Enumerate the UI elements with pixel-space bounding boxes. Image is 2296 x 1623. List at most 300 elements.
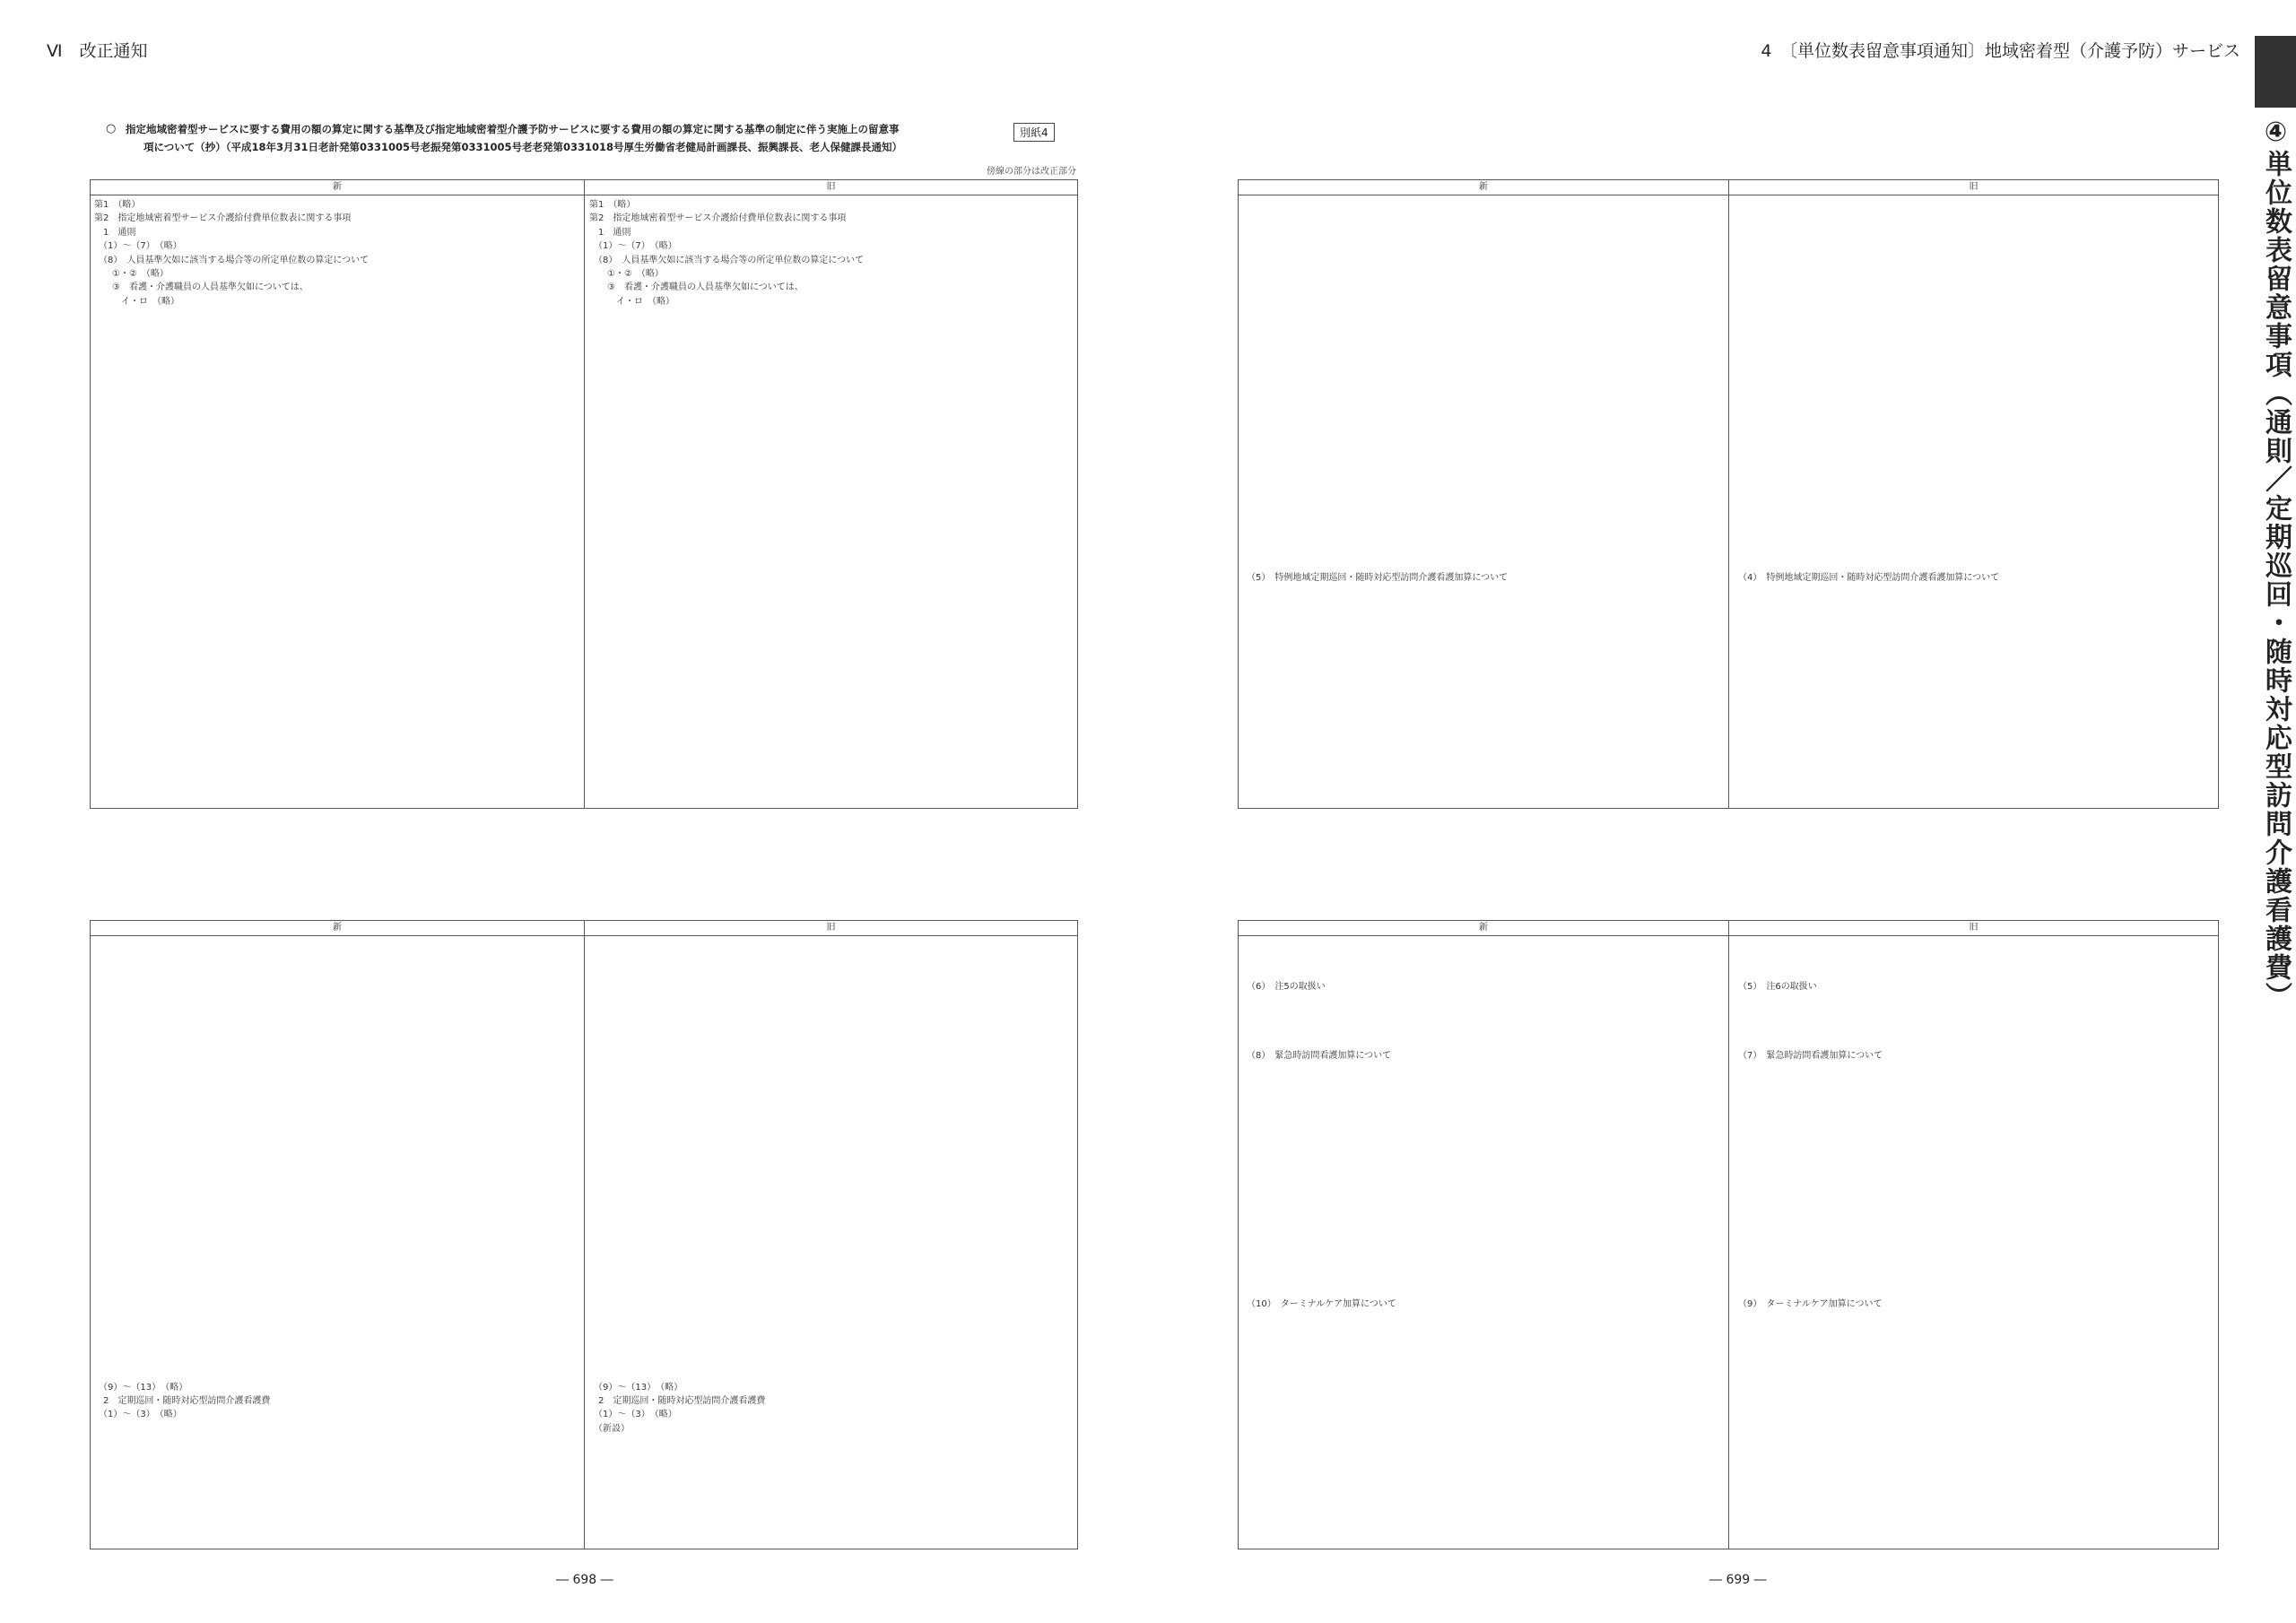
text-line [1242, 1090, 1725, 1104]
text-line [94, 980, 580, 994]
text-line [1242, 1105, 1725, 1118]
text-line [1734, 1463, 2214, 1477]
text-line [589, 1159, 1074, 1173]
text-line: （6） 注5の取扱い [1242, 982, 1326, 993]
text-line [589, 1008, 1074, 1021]
text-line: ①・② （略） [589, 268, 664, 279]
text-line [94, 405, 580, 419]
column-new-text [1242, 939, 1725, 1545]
text-line [589, 1353, 1074, 1367]
text-line [1734, 1159, 2214, 1173]
text-line [1734, 1449, 2214, 1462]
text-line [1734, 447, 2214, 460]
text-line [589, 654, 1074, 667]
text-line [589, 1284, 1074, 1298]
text-line [1734, 640, 2214, 654]
column-divider [584, 180, 585, 808]
text-line [94, 488, 580, 501]
text-line [1242, 1422, 1725, 1436]
text-line [1242, 1228, 1725, 1242]
text-line: （8） 人員基準欠如に該当する場合等の所定単位数の算定について [94, 255, 370, 265]
text-line [1734, 1436, 2214, 1449]
text-line [1242, 967, 1725, 980]
text-line [1242, 1394, 1725, 1408]
text-line [94, 364, 580, 378]
column-header-new: 新 [1239, 180, 1728, 195]
text-line [1734, 1021, 2214, 1035]
text-line [589, 378, 1074, 391]
text-line [94, 1008, 580, 1021]
text-line [1734, 502, 2214, 516]
text-line [589, 1146, 1074, 1159]
text-line [589, 1325, 1074, 1339]
text-line [1734, 967, 2214, 980]
text-line [1242, 350, 1725, 363]
text-line [94, 1201, 580, 1214]
text-line [1734, 598, 2214, 612]
text-line [589, 557, 1074, 570]
text-line: イ・ロ （略） [94, 296, 179, 307]
text-line [94, 1367, 580, 1380]
text-line: （7） 緊急時訪問看護加算について [1734, 1051, 1883, 1062]
text-line [589, 1449, 1074, 1462]
text-line [589, 1436, 1074, 1449]
text-line [94, 1353, 580, 1367]
text-line [1734, 239, 2214, 253]
text-line [94, 994, 580, 1008]
column-header-old: 旧 [1729, 921, 2218, 936]
text-line [589, 1105, 1074, 1118]
column-new-text [94, 198, 580, 804]
text-line [1242, 1187, 1725, 1201]
text-line [1734, 1367, 2214, 1380]
text-line [94, 1187, 580, 1201]
text-line [1734, 543, 2214, 557]
text-line [1242, 994, 1725, 1008]
text-line [1242, 433, 1725, 447]
text-line [1734, 1312, 2214, 1325]
text-line [1734, 1077, 2214, 1090]
text-line [1734, 198, 2214, 212]
text-line [1242, 1463, 1725, 1477]
text-line [1242, 516, 1725, 529]
text-line [589, 350, 1074, 363]
text-line [589, 1077, 1074, 1090]
text-line [1242, 1284, 1725, 1298]
text-line [589, 585, 1074, 598]
text-line [94, 1312, 580, 1325]
text-line [1242, 654, 1725, 667]
text-line [1242, 267, 1725, 281]
text-line [1242, 1381, 1725, 1394]
text-line [589, 1132, 1074, 1145]
text-line [1734, 1381, 2214, 1394]
text-line [589, 967, 1074, 980]
text-line [1242, 1256, 1725, 1270]
text-line [589, 419, 1074, 432]
running-header-left: Ⅵ 改正通知 [47, 41, 148, 61]
text-line [589, 543, 1074, 557]
text-line [589, 1312, 1074, 1325]
text-line: （9） ターミナルケア加算について [1734, 1299, 1883, 1310]
text-line: 第2 指定地域密着型サービス介護給付費単位数表に関する事項 [589, 213, 847, 224]
comparison-table [90, 179, 1078, 809]
text-line: （1）～（3） （略） [94, 1410, 182, 1420]
text-line [1734, 612, 2214, 626]
column-old-text [589, 939, 1074, 1545]
text-line [589, 1463, 1074, 1477]
text-line [1242, 254, 1725, 267]
text-line [1242, 1021, 1725, 1035]
text-line [1242, 391, 1725, 404]
text-line [1242, 1270, 1725, 1283]
column-new-text [94, 939, 580, 1545]
text-line [1242, 364, 1725, 378]
text-line [94, 336, 580, 350]
text-line: 第2 指定地域密着型サービス介護給付費単位数表に関する事項 [94, 213, 352, 224]
text-line [589, 994, 1074, 1008]
text-line [1734, 1339, 2214, 1352]
text-line [589, 1174, 1074, 1187]
text-line [589, 1270, 1074, 1283]
column-divider [1728, 180, 1729, 808]
text-line [1734, 267, 2214, 281]
text-line [94, 1325, 580, 1339]
text-line [589, 1049, 1074, 1063]
text-line [94, 1118, 580, 1132]
text-line [94, 585, 580, 598]
text-line [589, 433, 1074, 447]
column-old-text [1734, 939, 2214, 1545]
text-line [589, 1243, 1074, 1256]
text-line [589, 447, 1074, 460]
text-line [94, 433, 580, 447]
text-line: （9）～（13） （略） [589, 1382, 683, 1393]
text-line [1242, 502, 1725, 516]
text-line [1734, 308, 2214, 322]
text-line [94, 1132, 580, 1145]
text-line [94, 1228, 580, 1242]
text-line [589, 1298, 1074, 1311]
text-line [589, 488, 1074, 501]
text-line [1242, 1243, 1725, 1256]
text-line: ③ 看護・介護職員の人員基準欠如については、 [94, 282, 309, 293]
text-line [589, 626, 1074, 639]
text-line [1734, 529, 2214, 542]
text-line: イ・ロ （略） [589, 296, 674, 307]
text-line [589, 391, 1074, 404]
comparison-table [1238, 920, 2219, 1549]
text-line [1734, 378, 2214, 391]
text-line [1734, 994, 2214, 1008]
text-line [1734, 336, 2214, 350]
column-header-new: 新 [91, 921, 584, 936]
text-line [589, 502, 1074, 516]
text-line [589, 323, 1074, 336]
revision-note: 傍線の部分は改正部分 [987, 167, 1076, 177]
text-line [1242, 1077, 1725, 1090]
text-line: （1）～（7） （略） [94, 241, 182, 252]
text-line [1734, 1422, 2214, 1436]
text-line [1242, 336, 1725, 350]
text-line [1242, 474, 1725, 488]
text-line [1734, 474, 2214, 488]
column-divider [584, 921, 585, 1549]
text-line [1242, 1036, 1725, 1049]
comparison-table [90, 920, 1078, 1549]
text-line [1242, 1325, 1725, 1339]
text-line [1242, 323, 1725, 336]
text-line: （1）～（7） （略） [589, 241, 677, 252]
text-line [1734, 364, 2214, 378]
text-line [1242, 1159, 1725, 1173]
text-line [589, 1090, 1074, 1104]
title-line: 項について（抄）（平成18年3月31日老計発第0331005号老振発第0331005号老老発第0331018号厚生労働省老健局計画課長、振興課長、老人保健課長通知） [144, 141, 903, 153]
text-line [94, 640, 580, 654]
text-line [94, 350, 580, 363]
text-line [94, 967, 580, 980]
text-line [1242, 1063, 1725, 1077]
text-line [589, 308, 1074, 322]
text-line [1242, 1367, 1725, 1380]
text-line [1734, 212, 2214, 225]
text-line [94, 543, 580, 557]
text-line [1242, 447, 1725, 460]
text-line [1242, 543, 1725, 557]
text-line [94, 1436, 580, 1449]
text-line [1734, 1353, 2214, 1367]
text-line [589, 1187, 1074, 1201]
text-line [1242, 598, 1725, 612]
text-line [1734, 295, 2214, 308]
text-line [94, 529, 580, 542]
text-line [1734, 405, 2214, 419]
text-line [1242, 626, 1725, 639]
text-line: （1）～（3） （略） [589, 1410, 677, 1420]
text-line [94, 447, 580, 460]
text-line [94, 571, 580, 585]
text-line: （新設） [589, 1423, 630, 1434]
text-line [589, 1256, 1074, 1270]
text-line [1242, 952, 1725, 966]
page-number-left: ― 698 ― [556, 1573, 613, 1587]
text-line [1242, 378, 1725, 391]
text-line [1242, 557, 1725, 570]
text-line [589, 516, 1074, 529]
text-line [1734, 1394, 2214, 1408]
text-line [589, 1021, 1074, 1035]
comparison-table [1238, 179, 2219, 809]
text-line [589, 474, 1074, 488]
text-line [1734, 254, 2214, 267]
text-line [94, 557, 580, 570]
text-line [1734, 1090, 2214, 1104]
text-line [589, 612, 1074, 626]
text-line [1734, 1201, 2214, 1214]
text-line [94, 1215, 580, 1228]
column-header-new: 新 [1239, 921, 1728, 936]
text-line [1242, 1312, 1725, 1325]
text-line [1734, 1243, 2214, 1256]
text-line [589, 939, 1074, 952]
column-header-old: 旧 [585, 921, 1077, 936]
text-line [1242, 460, 1725, 473]
section-side-label: ④単位数表留意事項（通則／定期巡回・随時対応型訪問介護看護費） [2260, 117, 2292, 1011]
text-line [1734, 516, 2214, 529]
text-line [589, 1228, 1074, 1242]
text-line [94, 1422, 580, 1436]
text-line [94, 1063, 580, 1077]
text-line [1242, 308, 1725, 322]
text-line [1734, 391, 2214, 404]
text-line [589, 952, 1074, 966]
text-line [1734, 1256, 2214, 1270]
text-line [1242, 226, 1725, 239]
column-divider [1728, 921, 1729, 1549]
text-line [94, 1339, 580, 1352]
text-line [1734, 226, 2214, 239]
column-header-old: 旧 [1729, 180, 2218, 195]
text-line [589, 529, 1074, 542]
text-line [94, 1146, 580, 1159]
text-line [589, 1118, 1074, 1132]
column-old-text [1734, 198, 2214, 804]
text-line [1242, 939, 1725, 952]
text-line [1242, 1353, 1725, 1367]
text-line [94, 1105, 580, 1118]
text-line [1242, 198, 1725, 212]
column-new-text [1242, 198, 1725, 804]
text-line [94, 460, 580, 473]
text-line [1242, 1215, 1725, 1228]
text-line [94, 612, 580, 626]
text-line [94, 1021, 580, 1035]
text-line [1734, 1105, 2214, 1118]
text-line [1242, 1436, 1725, 1449]
text-line [94, 474, 580, 488]
text-line [94, 1449, 580, 1462]
text-line [1734, 1132, 2214, 1145]
text-line [1734, 1270, 2214, 1283]
text-line [94, 391, 580, 404]
text-line: 2 定期巡回・随時対応型訪問介護看護費 [94, 1395, 271, 1406]
text-line [589, 364, 1074, 378]
text-line [94, 516, 580, 529]
text-line [1242, 405, 1725, 419]
text-line [94, 654, 580, 667]
text-line [94, 323, 580, 336]
text-line [1734, 1118, 2214, 1132]
running-header-right: 4 〔単位数表留意事項通知〕地域密着型（介護予防）サービス [1761, 41, 2240, 61]
text-line [1734, 1491, 2214, 1505]
text-line [1242, 1118, 1725, 1132]
text-line [1734, 585, 2214, 598]
text-line [1734, 419, 2214, 432]
text-line [94, 1298, 580, 1311]
text-line [1734, 1063, 2214, 1077]
text-line [1242, 640, 1725, 654]
text-line [1242, 1339, 1725, 1352]
text-line [1734, 557, 2214, 570]
text-line [94, 1463, 580, 1477]
text-line [94, 1159, 580, 1173]
text-line [1734, 1187, 2214, 1201]
text-line: （8） 緊急時訪問看護加算について [1242, 1051, 1392, 1062]
text-line [94, 308, 580, 322]
column-old-text [589, 198, 1074, 804]
text-line [1734, 1215, 2214, 1228]
text-line [1734, 488, 2214, 501]
text-line [1242, 1491, 1725, 1505]
text-line: 第1 （略） [94, 200, 141, 210]
text-line [94, 626, 580, 639]
text-line [1242, 212, 1725, 225]
text-line [1242, 419, 1725, 432]
document-title [106, 120, 1076, 156]
page-number-right: ― 699 ― [1709, 1573, 1767, 1587]
text-line [1242, 1008, 1725, 1021]
text-line: 第1 （略） [589, 200, 636, 210]
text-line [1242, 488, 1725, 501]
text-line [1734, 1228, 2214, 1242]
text-line [94, 1049, 580, 1063]
text-line [94, 1270, 580, 1283]
text-line [94, 1284, 580, 1298]
text-line [94, 1077, 580, 1090]
text-line [1242, 281, 1725, 294]
text-line [1734, 281, 2214, 294]
text-line [1242, 1201, 1725, 1214]
text-line [1242, 1477, 1725, 1490]
text-line [1734, 654, 2214, 667]
text-line [589, 598, 1074, 612]
text-line [589, 1367, 1074, 1380]
text-line [1242, 1146, 1725, 1159]
text-line [1242, 1449, 1725, 1462]
title-line: 指定地域密着型サービスに要する費用の額の算定に関する基準及び指定地域密着型介護予防サービスに要する費用の額の算定に関する基準の制定に伴う実施上の留意事 [126, 123, 900, 135]
attachment-badge: 別紙4 [1013, 123, 1055, 142]
text-line [589, 980, 1074, 994]
text-line [1734, 323, 2214, 336]
text-line [1734, 939, 2214, 952]
text-line [589, 336, 1074, 350]
text-line: ①・② （略） [94, 268, 169, 279]
column-header-new: 新 [91, 180, 584, 195]
text-line [1242, 585, 1725, 598]
text-line [589, 1339, 1074, 1352]
text-line [94, 419, 580, 432]
text-line: （4） 特例地域定期巡回・随時対応型訪問介護看護加算について [1734, 572, 2000, 583]
title-bullet-icon: ○ [106, 122, 117, 135]
text-line: 2 定期巡回・随時対応型訪問介護看護費 [589, 1395, 766, 1406]
section-tab-marker [2255, 36, 2296, 108]
text-line [1734, 1036, 2214, 1049]
text-line [589, 571, 1074, 585]
text-line: （9）～（13） （略） [94, 1382, 188, 1393]
text-line [1734, 1325, 2214, 1339]
text-line [1734, 1174, 2214, 1187]
text-line [94, 952, 580, 966]
text-line [589, 405, 1074, 419]
text-line [1242, 1174, 1725, 1187]
text-line [1734, 350, 2214, 363]
text-line [589, 640, 1074, 654]
text-line [1734, 1477, 2214, 1490]
text-line [1242, 612, 1725, 626]
text-line: ③ 看護・介護職員の人員基準欠如については、 [589, 282, 804, 293]
text-line [589, 1215, 1074, 1228]
text-line [1734, 626, 2214, 639]
